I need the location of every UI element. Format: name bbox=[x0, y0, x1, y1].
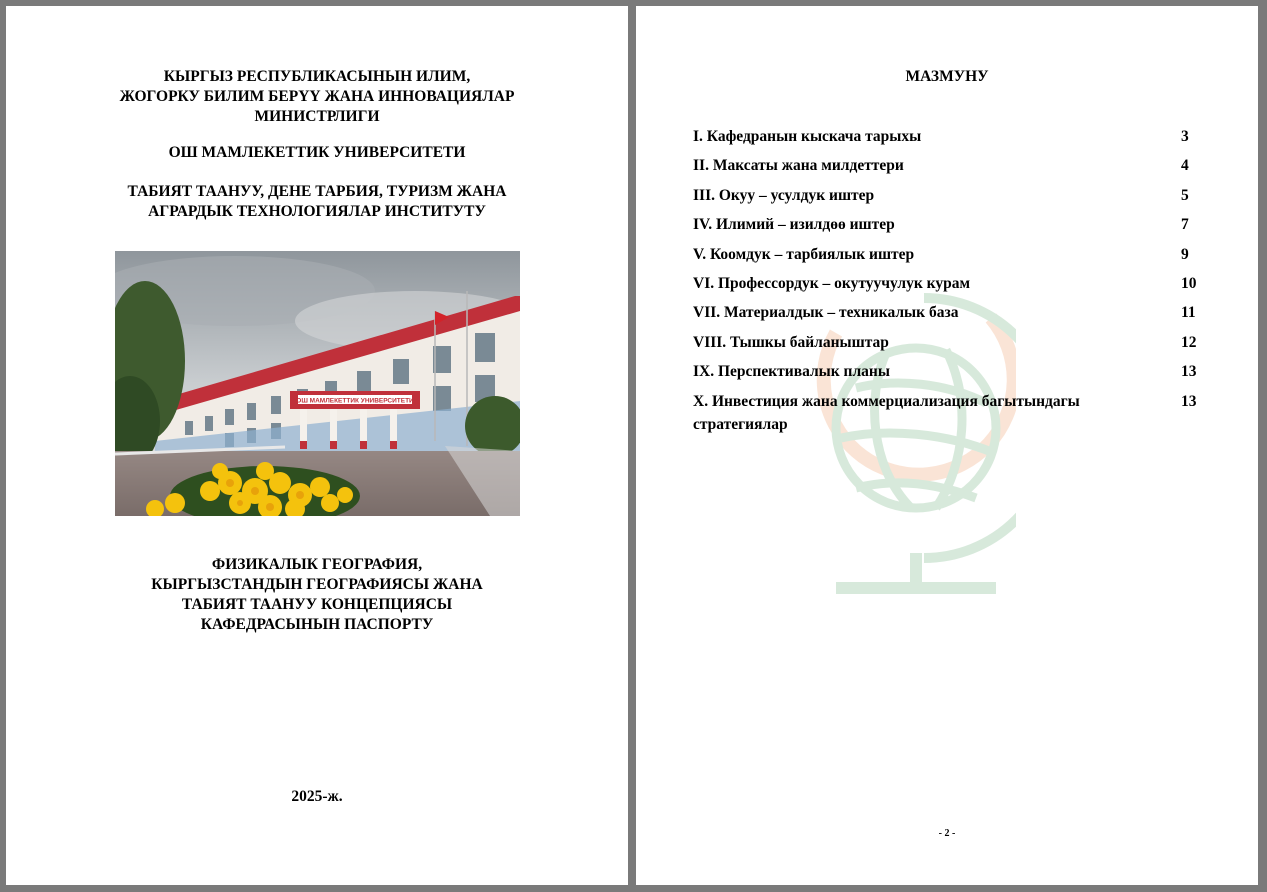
toc-item-page: 7 bbox=[1181, 216, 1189, 233]
page-number: - 2 - bbox=[938, 828, 956, 839]
contents-page bbox=[636, 6, 1258, 885]
toc-item-page: 13 bbox=[1181, 393, 1197, 410]
toc-item-label: I. Кафедранын кыскача тарыхы bbox=[693, 128, 922, 145]
toc-item-page: 9 bbox=[1181, 246, 1189, 263]
university-name: ОШ МАМЛЕКЕТТИК УНИВЕРСИТЕТИ bbox=[168, 144, 466, 161]
department-line-1: ФИЗИКАЛЫК ГЕОГРАФИЯ, bbox=[211, 556, 423, 573]
building-sign-text: ОШ МАМЛЕКЕТТИК УНИВЕРСИТЕТИ bbox=[296, 397, 414, 405]
cover-year: 2025-ж. bbox=[291, 788, 343, 805]
toc-item-label: IV. Илимий – изилдөө иштер bbox=[693, 216, 895, 233]
cover-page bbox=[6, 6, 628, 885]
toc-item-page: 3 bbox=[1181, 128, 1189, 145]
toc-item-label: II. Максаты жана милдеттери bbox=[693, 157, 904, 174]
toc-item-label: IX. Перспективалык планы bbox=[693, 363, 890, 380]
toc-item-page: 10 bbox=[1181, 275, 1197, 292]
institute-line-1: ТАБИЯТ ТААНУУ, ДЕНЕ ТАРБИЯ, ТУРИЗМ ЖАНА bbox=[127, 183, 507, 200]
contents-title: МАЗМУНУ bbox=[905, 68, 989, 85]
toc-item-page: 11 bbox=[1181, 304, 1196, 321]
toc-item-label: V. Коомдук – тарбиялык иштер bbox=[693, 246, 915, 263]
department-line-2: КЫРГЫЗСТАНДЫН ГЕОГРАФИЯСЫ ЖАНА bbox=[151, 576, 483, 593]
department-title bbox=[6, 555, 628, 635]
university-building-photo bbox=[115, 251, 520, 516]
university-heading bbox=[6, 143, 628, 163]
toc-item-label: III. Окуу – усулдук иштер bbox=[693, 187, 875, 204]
toc-item-page: 12 bbox=[1181, 334, 1197, 351]
institute-heading bbox=[6, 182, 628, 222]
toc-item-page: 13 bbox=[1181, 363, 1197, 380]
ministry-heading bbox=[6, 67, 628, 127]
toc-item-page: 4 bbox=[1181, 157, 1189, 174]
ministry-line-2: ЖОГОРКУ БИЛИМ БЕРҮҮ ЖАНА ИННОВАЦИЯЛАР bbox=[119, 88, 515, 105]
department-line-3: ТАБИЯТ ТААНУУ КОНЦЕПЦИЯСЫ bbox=[181, 596, 453, 613]
toc-item-label: VI. Профессордук – окутуучулук курам bbox=[693, 275, 971, 292]
toc-item-label: VIII. Тышкы байланыштар bbox=[693, 334, 889, 351]
toc-item-label: X. Инвестиция жана коммерциализация багытындагы стратегиялар bbox=[693, 393, 1080, 433]
institute-line-2: АГРАРДЫК ТЕХНОЛОГИЯЛАР ИНСТИТУТУ bbox=[148, 203, 486, 220]
ministry-line-1: КЫРГЫЗ РЕСПУБЛИКАСЫНЫН ИЛИМ, bbox=[163, 68, 471, 85]
ministry-line-3: МИНИСТРЛИГИ bbox=[254, 108, 380, 125]
toc-item-page: 5 bbox=[1181, 187, 1189, 204]
department-line-4: КАФЕДРАСЫНЫН ПАСПОРТУ bbox=[200, 616, 434, 633]
toc-item-label: VII. Материалдык – техникалык база bbox=[693, 304, 959, 321]
